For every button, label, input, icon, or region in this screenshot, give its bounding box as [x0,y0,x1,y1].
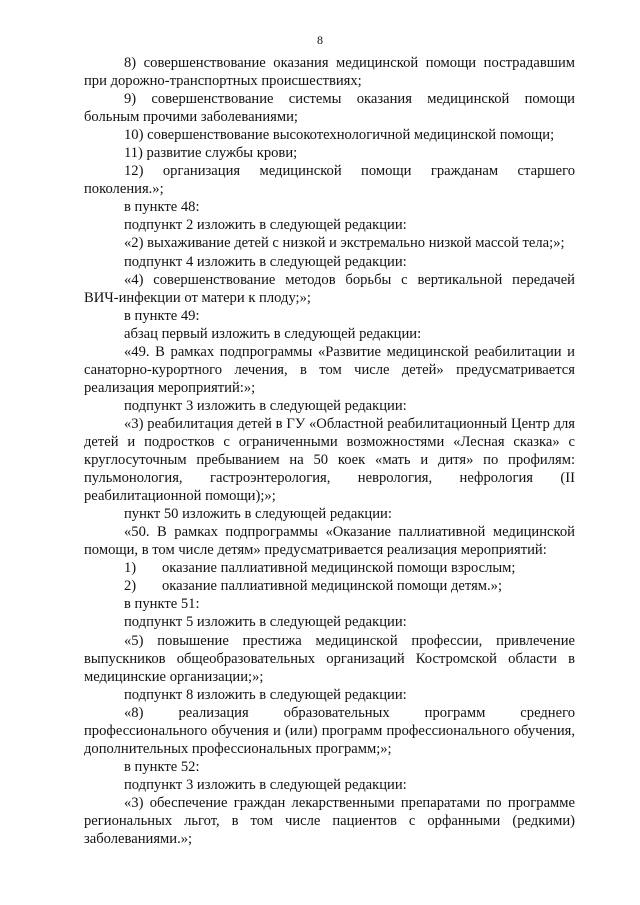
paragraph-item-9: 9) совершенствование системы оказания медицинской помощи больным прочими заболеваниями; [84,91,575,126]
document-body [84,54,575,848]
page-number: 8 [317,33,323,47]
paragraph-subpoint-3b-heading: подпункт 3 изложить в следующей редакции: [124,776,407,793]
paragraph-item-11: 11) развитие службы крови; [124,145,298,162]
list-text: оказание паллиативной медицинской помощи детям.»; [162,578,503,595]
paragraph-point-52: в пункте 52: [124,758,200,775]
paragraph-subpoint-4-heading: подпункт 4 изложить в следующей редакции: [124,253,407,270]
paragraph-point-48: в пункте 48: [124,199,200,216]
list-item-1 [84,559,575,577]
paragraph-subpoint-3b: «3) обеспечение граждан лекарственными препаратами по программе региональных льгот, в том числе пациентов с орфанными (редкими) заболеваниями.»; [84,794,575,848]
list-number: 2) [124,578,137,595]
paragraph-subpoint-2-heading: подпункт 2 изложить в следующей редакции: [124,217,407,234]
paragraph-first-abzac-heading: абзац первый изложить в следующей редакции: [124,325,422,342]
paragraph-subpoint-3-heading: подпункт 3 изложить в следующей редакции: [124,397,407,414]
paragraph-subpoint-2: «2) выхаживание детей с низкой и экстремально низкой массой тела;»; [124,235,565,252]
paragraph-subpoint-8: «8) реализация образовательных программ среднего профессионального обучения и (или) программ профессионального обучения, дополнительных профессиональных программ;»; [84,704,575,757]
paragraph-point-49: в пункте 49: [124,307,200,324]
list-item-2 [84,577,575,595]
paragraph-point-51: в пункте 51: [124,596,200,613]
paragraph-item-10: 10) совершенствование высокотехнологичной медицинской помощи; [124,127,555,144]
paragraph-subpoint-8-heading: подпункт 8 изложить в следующей редакции: [124,686,407,703]
paragraph-point-50-text: «50. В рамках подпрограммы «Оказание паллиативной медицинской помощи, в том числе детям» предусматривается реализация мероприятий: [84,524,575,559]
paragraph-subpoint-3: «3) реабилитация детей в ГУ «Областной реабилитационный Центр для детей и подростков с ограниченными возможностями «Лесная сказка» с круглосуточным пребыванием на 50 коек «мать и дитя» по профилям: пульмонология, гастроэнтерология, неврология, нефрология (II реабилитационной помощи);»; [84,415,575,505]
paragraph-item-8: 8) совершенствование оказания медицинской помощи пострадавшим при дорожно-транспортных происшествиях; [84,55,575,90]
paragraph-item-12: 12) организация медицинской помощи гражданам старшего поколения.»; [84,163,575,198]
paragraph-subpoint-5-heading: подпункт 5 изложить в следующей редакции: [124,614,407,631]
list-number: 1) [124,560,137,577]
paragraph-subpoint-4: «4) совершенствование методов борьбы с вертикальной передачей ВИЧ-инфекции от матери к плоду;»; [84,271,575,306]
paragraph-point-50-heading: пункт 50 изложить в следующей редакции: [124,506,392,523]
paragraph-point-49-text: «49. В рамках подпрограммы «Развитие медицинской реабилитации и санаторно-курортного лечения, в том числе детей» предусматривается реализация мероприятий:»; [84,343,575,396]
list-text: оказание паллиативной медицинской помощи взрослым; [162,560,516,577]
paragraph-subpoint-5: «5) повышение престижа медицинской профессии, привлечение выпускников общеобразовательных организаций Костромской области в медицинские организации;»; [84,632,575,685]
